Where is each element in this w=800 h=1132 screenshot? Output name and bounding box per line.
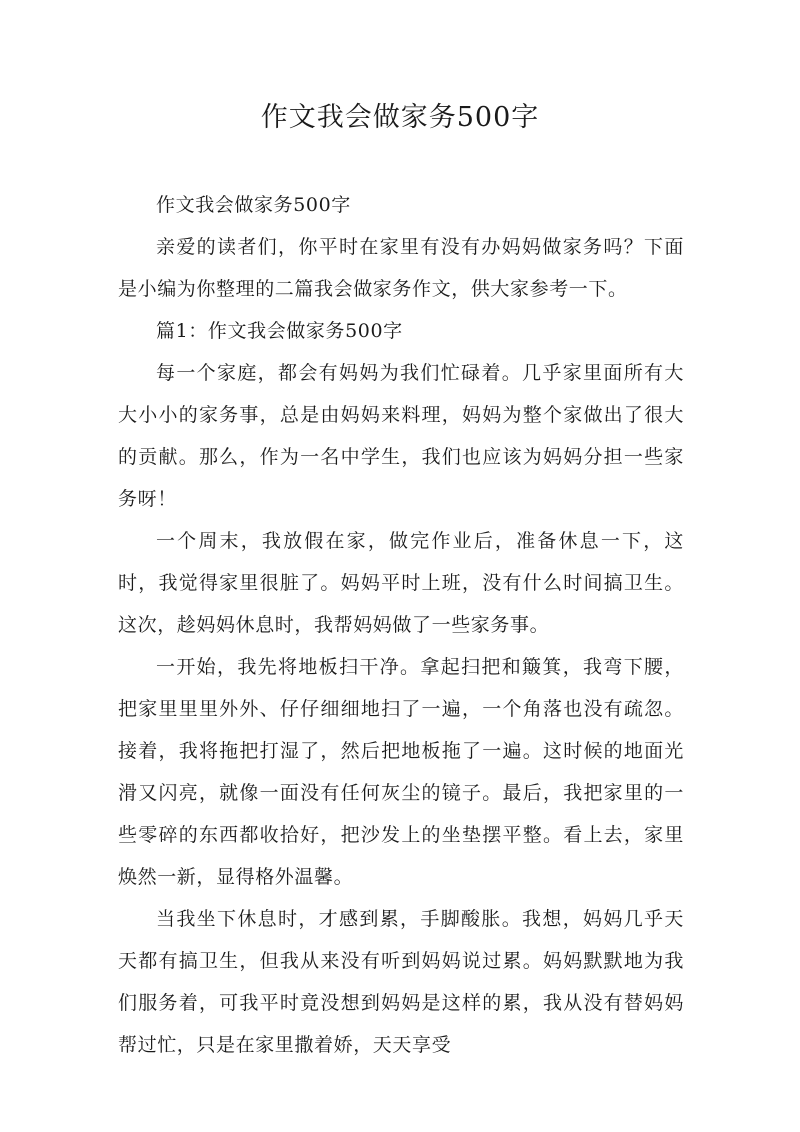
paragraph-body-2: 一个周末，我放假在家，做完作业后，准备休息一下，这时，我觉得家里很脏了。妈妈平时上班，没有什么时间搞卫生。这次，趁妈妈休息时，我帮妈妈做了一些家务事。 bbox=[118, 530, 684, 636]
paragraph-chapter-heading: 篇1：作文我会做家务500字 bbox=[156, 320, 403, 342]
paragraph-body-1: 每一个家庭，都会有妈妈为我们忙碌着。几乎家里面所有大大小小的家务事，总是由妈妈来料理，妈妈为整个家做出了很大的贡献。那么，作为一名中学生，我们也应该为妈妈分担一些家务呀！ bbox=[118, 362, 684, 510]
paragraph-intro: 亲爱的读者们，你平时在家里有没有办妈妈做家务吗？下面是小编为你整理的二篇我会做家务作文，供大家参考一下。 bbox=[118, 236, 684, 300]
paragraph-subtitle: 作文我会做家务500字 bbox=[156, 194, 351, 216]
paragraph-body-4: 当我坐下休息时，才感到累，手脚酸胀。我想，妈妈几乎天天都有搞卫生，但我从来没有听到妈妈说过累。妈妈默默地为我们服务着，可我平时竟没想到妈妈是这样的累，我从没有替妈妈帮过忙，只是在家里撒着娇，天天享受 bbox=[118, 908, 684, 1056]
document-title: 作文我会做家务500字 bbox=[260, 102, 540, 133]
document-body bbox=[118, 184, 684, 1066]
paragraph-body-3: 一开始，我先将地板扫干净。拿起扫把和簸箕，我弯下腰，把家里里里外外、仔仔细细地扫了一遍，一个角落也没有疏忽。接着，我将拖把打湿了，然后把地板拖了一遍。这时候的地面光滑又闪亮，就像一面没有任何灰尘的镜子。最后，我把家里的一些零碎的东西都收拾好，把沙发上的坐垫摆平整。看上去，家里焕然一新，显得格外温馨。 bbox=[118, 656, 684, 888]
